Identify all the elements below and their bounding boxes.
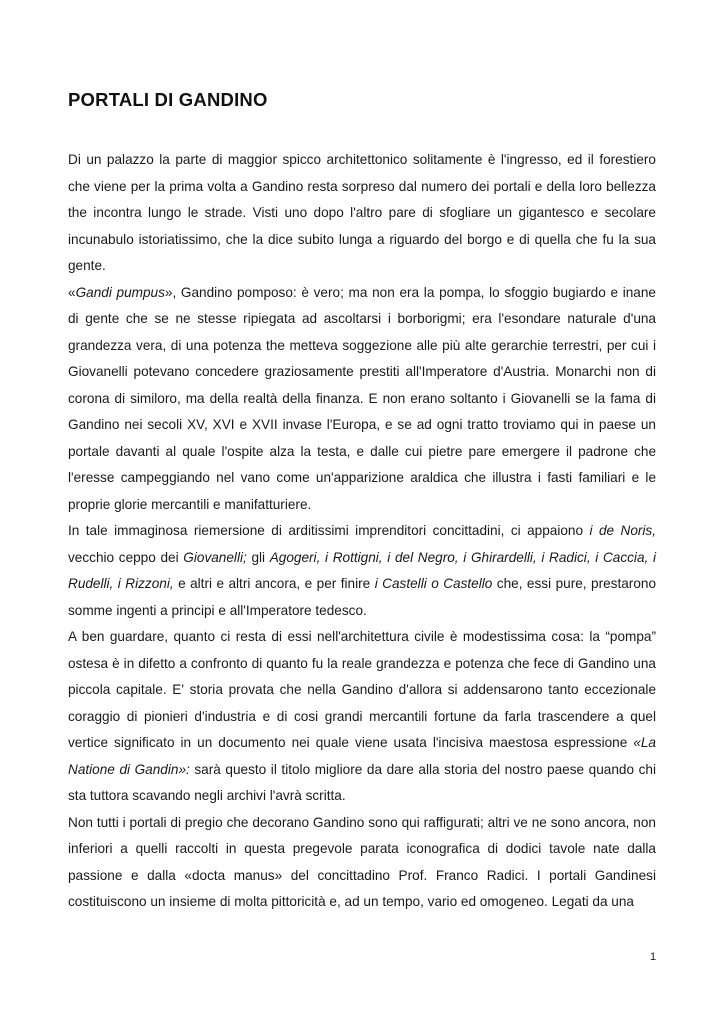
italic-text: «La Natione di Gandin»: [68,735,656,777]
italic-text: Giovanelli; [183,549,247,565]
paragraph [68,810,656,916]
text-run: e altri e altri ancora, e per finire [173,576,375,591]
page-number: 1 [650,951,657,963]
text-run: In tale immaginosa riemersione di arditissimi imprenditori concittadini, ci appaiono [68,523,590,538]
paragraph [68,624,656,810]
text-run: Non tutti i portali di pregio che decorano Gandino sono qui raffigurati; altri ve ne sono ancora, non inferiori a quelli raccolti in questa pregevole parata iconografica di dodici tavole nate dalla passione e dalla «docta manus» del concittadino Prof. Franco Radici. I portali Gandinesi costituiscono un insieme di molta pittoricità e, ad un tempo, vario ed omogeneo. Legati da una [68,814,656,909]
paragraph [68,147,656,280]
text-run: che, essi pure, prestarono somme ingenti a principi e all'Imperatore tedesco. [68,576,656,618]
italic-text: Gandi pumpus [75,284,165,300]
text-run: vecchio ceppo dei [68,549,184,565]
text-run: sarà questo il titolo migliore da dare alla storia del nostro paese quando chi sta tuttora scavando negli archivi l'avrà scritta. [68,761,656,803]
text-run: « [68,284,76,300]
paragraph [68,280,656,519]
text-run: », Gandino pomposo: è vero; ma non era la pompa, lo sfoggio bugiardo e inane di gente che se ne stesse ripiegata ad ascoltarsi i borborigmi; era l'esondare naturale d'una grandezza vera, di una potenza the metteva soggezione alle più alte gerarchie terrestri, per cui i Giovanelli potevano concedere graziosamente prestiti all'Imperatore d'Austria. Monarchi non di corona di similoro, ma della realtà della finanza. E non erano soltanto i Giovanelli se la fama di Gandino nei secoli XV, XVI e XVII invase l'Europa, e se ad ogni tratto troviamo qui in paese un portale davanti al quale l'ospite alza la testa, e dalle cui pietre pare emergere il padrone che l'eresse campeggiando nel vano come un'apparizione araldica che illustra i fasti familiari e le proprie glorie mercantili e manifatturiere. [68,284,656,512]
document-body [68,147,656,916]
text-run: gli [246,549,270,565]
text-run: A ben guardare, quanto ci resta di essi nell'architettura civile è modestissima cosa: la “pompa” ostesa è in difetto a confronto di quanto fu la reale grandezza e potenza che fece di Gandino una piccola capitale. E' storia provata che nella Gandino d'allora si addensarono tanto eccezionale coraggio di pionieri d'industria e di cosi grandi mercantili fortune da farla trascendere a quel vertice significato in un documento nei quale viene usata l'incisiva maestosa espressione [68,629,656,750]
document-title: PORTALI DI GANDINO [68,89,268,110]
italic-text: i Castelli o Castello [374,576,493,591]
italic-text: Agogeri, i Rottigni, i del Negro, i Ghirardelli, i Radici, i Caccia, i Rudelli, i Rizzoni, [68,549,656,591]
paragraph [68,518,656,624]
italic-text: i de Noris, [589,523,656,538]
text-run: Di un palazzo la parte di maggior spicco architettonico solitamente è l'ingresso, ed il forestiero che viene per la prima volta a Gandino resta sorpreso dal numero dei portali e della loro bellezza the incontra lungo le strade. Visti uno dopo l'altro pare di sfogliare un gigantesco e secolare incunabulo istoriatissimo, che la dice subito lunga a riguardo del borgo e di quella che fu la sua gente. [68,152,656,273]
